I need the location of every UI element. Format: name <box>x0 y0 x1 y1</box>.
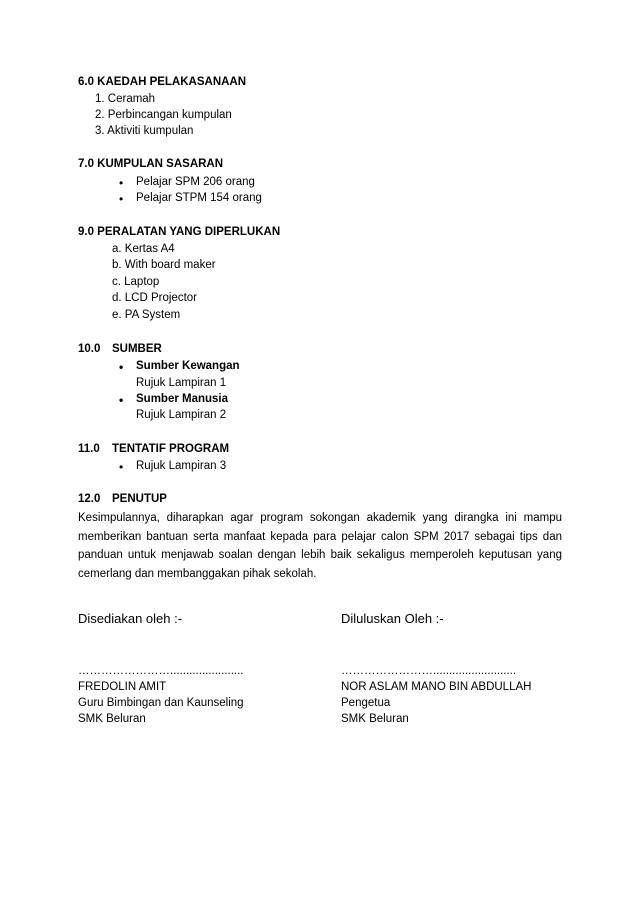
section-11-number: 11.0 <box>78 443 100 455</box>
section-9-item-d: d. LCD Projector <box>112 292 198 304</box>
section-10-title: SUMBER <box>112 343 162 355</box>
section-6-title: 6.0 KAEDAH PELAKASANAAN <box>78 76 247 88</box>
approved-by-heading: Diluluskan Oleh :- <box>341 611 444 626</box>
section-10-item-2-label: • Sumber Manusia <box>136 393 228 405</box>
section-12-number: 12.0 <box>78 493 101 505</box>
approved-by-signature-line: …………………….......................... <box>341 665 517 677</box>
section-10-item-2-sub: Rujuk Lampiran 2 <box>136 409 227 421</box>
section-9-item-e: e. PA System <box>112 309 181 321</box>
section-7-item-1: • Pelajar SPM 206 orang <box>136 176 255 188</box>
section-6-item-1: 1. Ceramah <box>95 93 156 105</box>
section-9-title: 9.0 PERALATAN YANG DIPERLUKAN <box>78 226 281 238</box>
section-10-number: 10.0 <box>78 343 101 355</box>
prepared-by-org: SMK Beluran <box>78 713 146 725</box>
section-7-item-2: • Pelajar STPM 154 orang <box>136 192 262 204</box>
section-12-title: PENUTUP <box>112 493 167 505</box>
approved-by-name: NOR ASLAM MANO BIN ABDULLAH <box>341 681 532 693</box>
section-9-item-c: c. Laptop <box>112 276 160 288</box>
section-11-title: TENTATIF PROGRAM <box>112 443 230 455</box>
prepared-by-signature-line: ……………………....................... <box>78 665 244 677</box>
section-9-item-b: b. With board maker <box>112 259 216 271</box>
section-9-item-a: a. Kertas A4 <box>112 243 175 255</box>
section-7-title: 7.0 KUMPULAN SASARAN <box>78 158 224 170</box>
section-6-item-2: 2. Perbincangan kumpulan <box>95 109 232 121</box>
prepared-by-role: Guru Bimbingan dan Kaunseling <box>78 697 244 709</box>
prepared-by-name: FREDOLIN AMIT <box>78 681 167 693</box>
section-6-item-3: 3. Aktiviti kumpulan <box>95 125 194 137</box>
approved-by-org: SMK Beluran <box>341 713 409 725</box>
section-11-item-1: • Rujuk Lampiran 3 <box>136 460 226 472</box>
approved-by-role: Pengetua <box>341 697 391 709</box>
section-12-body: Kesimpulannya, diharapkan agar program sokongan akademik yang dirangka ini mampu memberikan bantuan serta manfaat kepada para pelajar calon SPM 2017 sebagai tips dan panduan untuk menjawab soalan dengan lebih baik sekaligus memperoleh keputusan yang cemerlang dan membanggakan pihak sekolah. <box>78 512 562 580</box>
prepared-by-heading: Disediakan oleh :- <box>78 611 183 626</box>
section-10-item-1-label: • Sumber Kewangan <box>136 360 240 372</box>
section-10-item-1-sub: Rujuk Lampiran 1 <box>136 377 227 389</box>
